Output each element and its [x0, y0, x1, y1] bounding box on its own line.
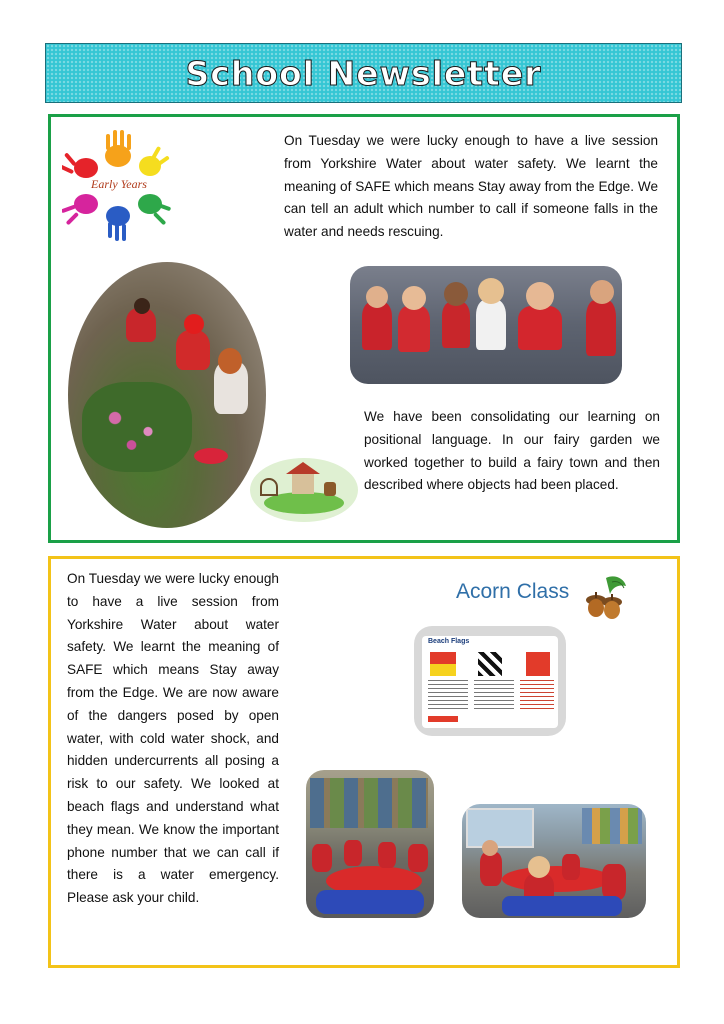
acorn-class-title: Acorn Class: [456, 580, 570, 603]
handprint-magenta-icon: [62, 194, 98, 225]
positional-language-paragraph: We have been consolidating our learning on positional language. In our fairy garden we worked together to build a fairy town and then described where objects had been placed.: [364, 409, 660, 493]
newsletter-banner: [45, 43, 682, 103]
handprint-red-icon: [62, 152, 98, 178]
acorn-water-safety-paragraph: On Tuesday we were lucky enough to have a live session from Yorkshire Water about water safety. We learnt the meaning of SAFE which means Stay away from the Edge. We are now aware of the dangers posed by open water, with cold water shock, and hidden undercurrents all posing a risk to our safety. We looked at beach flags and understand what they mean. We know the important phone number that we can call if there is a water emergency. Please ask your child.: [67, 571, 279, 906]
yorkshire-water-paragraph: On Tuesday we were lucky enough to have a live session from Yorkshire Water about water safety. We learnt the meaning of SAFE which means Stay away from the Edge. We can tell an adult which number to call if someone falls in the water and needs rescuing.: [284, 133, 658, 240]
handprint-orange-icon: [105, 130, 131, 167]
beach-flags-poster-photo: [414, 626, 566, 736]
classroom-photo-left: [306, 770, 434, 918]
water-safety-session-photo: [350, 266, 622, 384]
page-title: School Newsletter: [185, 54, 542, 93]
early-years-logo-text: Early Years: [91, 177, 147, 191]
fairy-garden-photo: [68, 262, 266, 528]
acorn-icon: [582, 574, 630, 620]
classroom-photo-right: [462, 804, 646, 918]
beach-flags-poster-title: Beach Flags: [428, 638, 470, 645]
handprint-yellow-icon: [139, 146, 170, 176]
fairy-house-image: [250, 458, 358, 522]
handprint-green-icon: [138, 194, 171, 225]
early-years-logo: [62, 128, 176, 242]
handprint-blue-icon: [106, 206, 130, 241]
